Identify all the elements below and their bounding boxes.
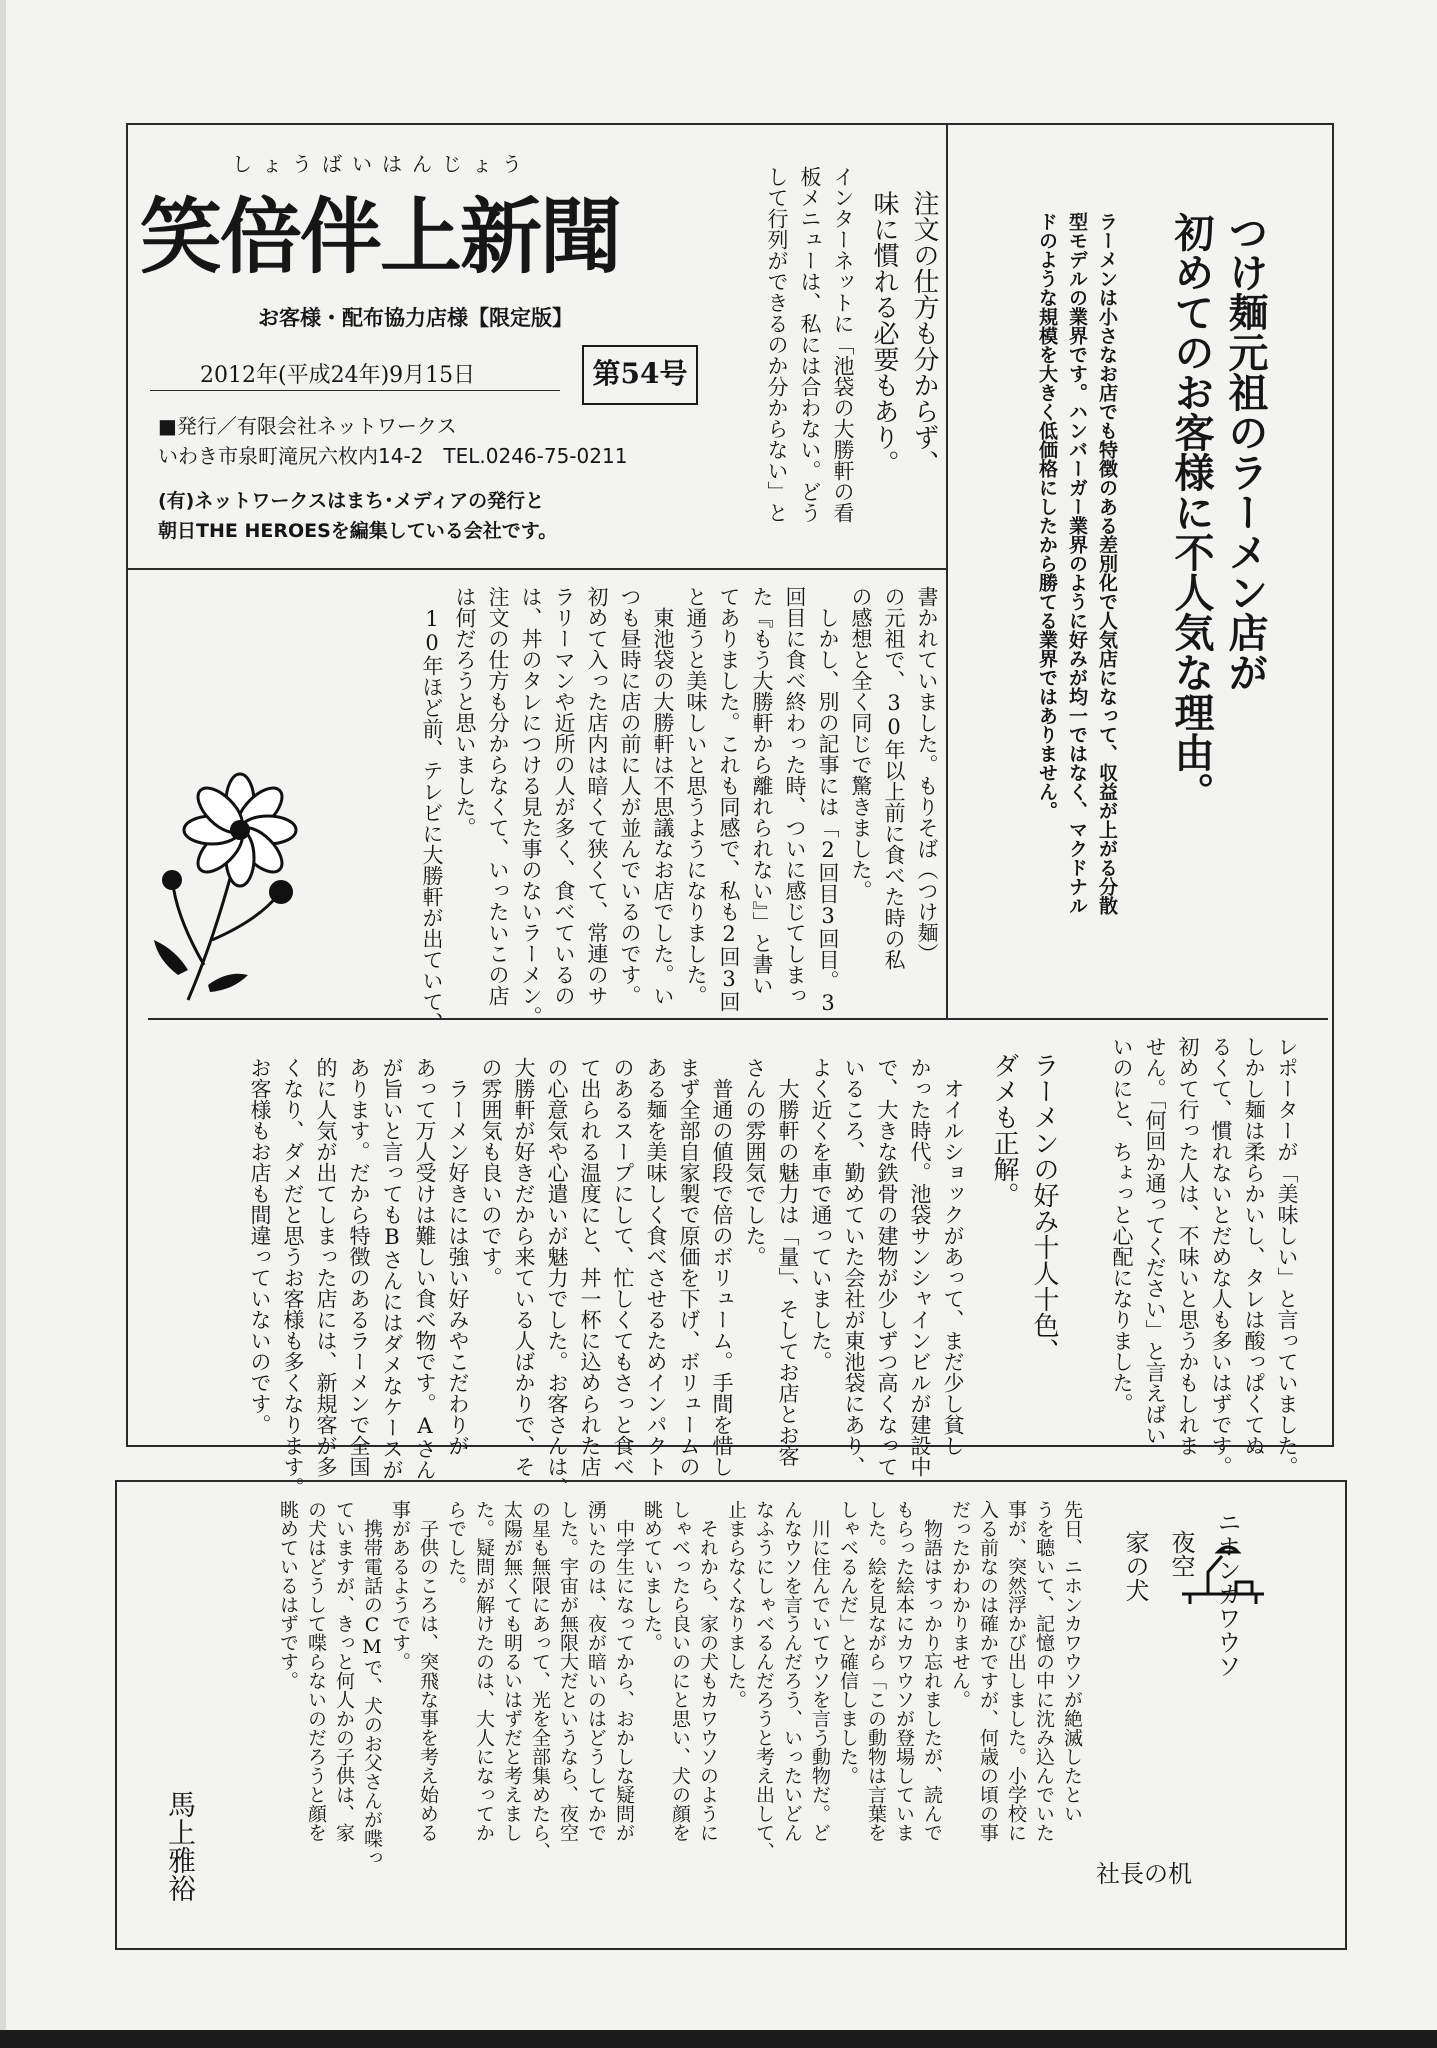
desk-line-24: 子供のころは、突飛な事を考え始める <box>417 1519 439 1842</box>
article-col-40: の雰囲気も良いのです。 <box>479 1057 503 1288</box>
article-col-10: てありました。これも同感で、私も2回3回 <box>717 586 741 1012</box>
article-col-6: の感想と全く同じで驚きました。 <box>849 586 873 901</box>
desk-title-2: 夜空 <box>1167 1530 1195 1578</box>
publisher-address: いわき市泉町滝尻六枚内14-2 TEL.0246-75-0211 <box>158 444 628 468</box>
article-col-25: いのにと、ちょっと心配になりました。 <box>1110 1036 1134 1414</box>
article-col-43: が旨いと言ってもBさんにはダメなケースが <box>380 1057 404 1480</box>
desk-line-5: だったかわかりません。 <box>949 1500 971 1709</box>
article-col-32: さんの雰囲気でした。 <box>743 1057 767 1267</box>
desk-line-19: した。宇宙が無限大だというなら、夜空 <box>557 1500 579 1842</box>
desk-line-8: した。絵を見ながら「この動物は言葉を <box>865 1500 887 1842</box>
lead-line-3: ドのような規模を大きく低価格にしたから勝てる業界ではありません。 <box>1036 212 1058 820</box>
article-col-23: 初めて行った人は、不味いと思うかもしれま <box>1176 1036 1200 1456</box>
desk-line-20: の星も無限にあって、光を全部集めたら、 <box>529 1500 551 1861</box>
masthead-subtitle: お客様・配布協力店様【限定版】 <box>258 306 573 330</box>
desk-line-6: 物語はすっかり忘れましたが、読んで <box>921 1519 943 1842</box>
desk-line-27: ていますが、きっと何人かの子供は、家 <box>333 1500 355 1842</box>
article-col-5: の元祖で、30年以上前に食べた時の私 <box>882 586 906 970</box>
cosmos-flower-illustration <box>148 770 328 1010</box>
article-col-9: た『もう大勝軒から離れられない』」と書い <box>750 586 774 996</box>
article-col-41: ラーメン好きには強い好みやこだわりが <box>446 1078 470 1456</box>
desk-line-1: 先日、ニホンカワウソが絶滅したとい <box>1061 1500 1083 1823</box>
desk-line-21: 太陽が無くても明るいはずだと考えまし <box>501 1500 523 1842</box>
handwritten-heading-2a: ラーメンの好み十人十色、 <box>1029 1052 1059 1364</box>
article-col-4: 書かれていました。もりそば（つけ麺） <box>915 586 939 964</box>
article-col-3: して行列ができるのか分からない」と <box>765 166 789 523</box>
desk-line-9: しゃべるんだ」と確信しました。 <box>837 1500 859 1785</box>
desk-line-22: た。疑問が解けたのは、大人になってか <box>473 1500 495 1842</box>
date-underline <box>150 390 560 391</box>
article-col-22: るくて、慣れないとだめな人も多いはずです。 <box>1209 1036 1233 1477</box>
article-col-44: あります。だから特徴のあるラーメンで全国 <box>347 1057 371 1477</box>
desk-line-13: 止まらなくなりました。 <box>725 1500 747 1709</box>
desk-line-26: 携帯電話のCMで、犬のお父さんが喋っ <box>361 1519 383 1867</box>
lead-line-2: 型モデルの業界です。ハンバーガー業界のように好みが均一ではなく、マクドナル <box>1066 212 1088 915</box>
desk-column-label: 社長の机 <box>1096 1860 1192 1888</box>
scan-bottom-edge <box>0 2030 1437 2048</box>
article-col-29: いるころ、勤めていた会社が東池袋にあり、 <box>842 1057 866 1477</box>
divider-lower <box>148 1018 1328 1020</box>
article-col-37: て出られる温度にと、丼一杯に込められた店 <box>578 1057 602 1477</box>
article-col-18: は何だろうと思いました。 <box>453 586 477 838</box>
article-col-19: 10年ほど前、テレビに大勝軒が出ていて、 <box>420 607 444 1033</box>
article-col-17: 注文の仕方も分からなくて、いったいこの店 <box>486 586 510 1006</box>
article-col-16: は、丼のタレにつける見た事のないラーメン。 <box>519 586 543 1027</box>
desk-line-28: の犬はどうして喋らないのだろうと顔を <box>305 1500 327 1842</box>
desk-line-15: しゃべったら良いのにと思い、犬の顔を <box>669 1500 691 1842</box>
headline-line-1: つけ麺元祖のラーメン店が <box>1222 212 1268 692</box>
article-col-42: あって万人受けは難しい食べ物です。Aさん <box>413 1057 437 1480</box>
article-col-7: しかし、別の記事には「2回目3回目。3 <box>816 607 840 1015</box>
article-col-21: しかし麺は柔らかいし、タレは酸っぱくてぬ <box>1242 1036 1266 1456</box>
desk-line-17: 中学生になってから、おかしな疑問が <box>613 1519 635 1842</box>
desk-title-3: 家の犬 <box>1121 1530 1149 1602</box>
desk-line-25: 事があるようです。 <box>389 1500 411 1671</box>
article-col-28: で、大きな鉄骨の建物が少しずつ高くなって <box>875 1057 899 1477</box>
divider-lead-article <box>946 123 948 1018</box>
article-col-33: 普通の値段で倍のボリューム。手間を惜し <box>710 1078 734 1477</box>
issue-number: 第54号 <box>582 345 698 405</box>
article-col-38: の心意気や心遣いが魅力でした。お客さんは、 <box>545 1057 569 1498</box>
company-description-1: (有)ネットワークスはまち･メディアの発行と <box>158 490 545 512</box>
article-col-26: オイルショックがあって、まだ少し貧し <box>941 1078 965 1456</box>
desk-line-10: 川に住んでいてウソを言う動物だ。ど <box>809 1519 831 1842</box>
article-col-24: せん。「何回か通ってください」と言えばい <box>1143 1036 1167 1446</box>
handwritten-heading-2b: ダメも正解。 <box>989 1052 1019 1208</box>
desk-line-7: もらった絵本にカワウソが登場していま <box>893 1500 915 1842</box>
handwritten-heading-1b: 味に慣れる必要もあり。 <box>869 190 899 476</box>
article-col-11: と通うと美味しいと思うようになりました。 <box>684 586 708 1006</box>
author-signature: 馬上雅裕 <box>164 1790 197 1902</box>
article-col-12: 東池袋の大勝軒は不思議なお店でした。い <box>651 607 675 1006</box>
desk-line-11: んなウソを言うんだろう、いったいどん <box>781 1500 803 1842</box>
desk-line-16: 眺めていました。 <box>641 1500 663 1652</box>
article-col-45: 的に人気が出てしまった店には、新規客が多 <box>314 1057 338 1477</box>
article-col-34: まず全部自家製で原価を下げ、ボリュームの <box>677 1057 701 1477</box>
article-col-20: レポーターが「美味しい」と言っていました。 <box>1275 1036 1299 1477</box>
desk-line-14: それから、家の犬もカワウソのように <box>697 1519 719 1842</box>
desk-line-3: 事が、突然浮かび出しました。小学校に <box>1005 1500 1027 1842</box>
masthead-title: 笑倍伴上新聞 <box>140 190 621 285</box>
lead-line-1: ラーメンは小さなお店でも特徴のある差別化で人気店になって、収益が上がる分散 <box>1096 212 1118 915</box>
divider-masthead <box>126 568 948 570</box>
article-col-1: インターネットに「池袋の大勝軒の看 <box>831 166 855 523</box>
article-col-39: 大勝軒が好きだから来ている人ばかりで、そ <box>512 1057 536 1477</box>
article-col-2: 板メニューは、私には合わない。どう <box>798 166 822 523</box>
article-col-31: 大勝軒の魅力は「量」、そしてお店とお客 <box>776 1078 800 1467</box>
article-col-27: かった時代。池袋サンシャインビルが建設中 <box>908 1057 932 1477</box>
page-edge <box>0 0 6 2048</box>
desk-line-18: 湧いたのは、夜が暗いのはどうしてかで <box>585 1500 607 1842</box>
article-col-36: のあるスープにして、忙しくてもさっと食べ <box>611 1057 635 1477</box>
desk-lamp-icon <box>1178 1532 1268 1606</box>
publisher: ■発行／有限会社ネットワークス <box>158 414 457 438</box>
issue-date: 2012年(平成24年)9月15日 <box>200 363 476 388</box>
desk-line-12: なふうにしゃべるんだろうと考え出して、 <box>753 1500 775 1861</box>
headline-line-2: 初めてのお客様に不人気な理由。 <box>1168 212 1214 812</box>
desk-title-1: ニホンカワウソ <box>1213 1510 1241 1678</box>
desk-line-4: 入る前なのは確かですが、何歳の頃の事 <box>977 1500 999 1842</box>
desk-line-23: らでした。 <box>445 1500 467 1595</box>
article-col-30: よく近くを車で通っていました。 <box>809 1057 833 1372</box>
article-col-47: お客様もお店も間違っていないのです。 <box>248 1057 272 1435</box>
article-col-8: 回目に食べ終わった時、ついに感じてしまっ <box>783 586 807 1006</box>
masthead-ruby: しょうばいはんじょう <box>232 152 532 176</box>
handwritten-heading-1a: 注文の仕方も分からず、 <box>909 190 939 476</box>
company-description-2: 朝日THE HEROESを編集している会社です。 <box>158 520 558 542</box>
desk-line-2: うを聴いて、記憶の中に沈み込んでいた <box>1033 1500 1055 1842</box>
article-col-14: 初めて入った店内は暗くて狭くて、常連のサ <box>585 586 609 1006</box>
article-col-15: ラリーマンや近所の人が多く、食べているの <box>552 586 576 1006</box>
article-col-13: つも昼時に店の前に人が並んでいるのです。 <box>618 586 642 1006</box>
article-col-46: くなり、ダメだと思うお客様も多くなります。 <box>281 1057 305 1498</box>
desk-line-29: 眺めているはずです。 <box>277 1500 299 1690</box>
article-col-35: ある麺を美味しく食べさせるためインパクト <box>644 1057 668 1477</box>
